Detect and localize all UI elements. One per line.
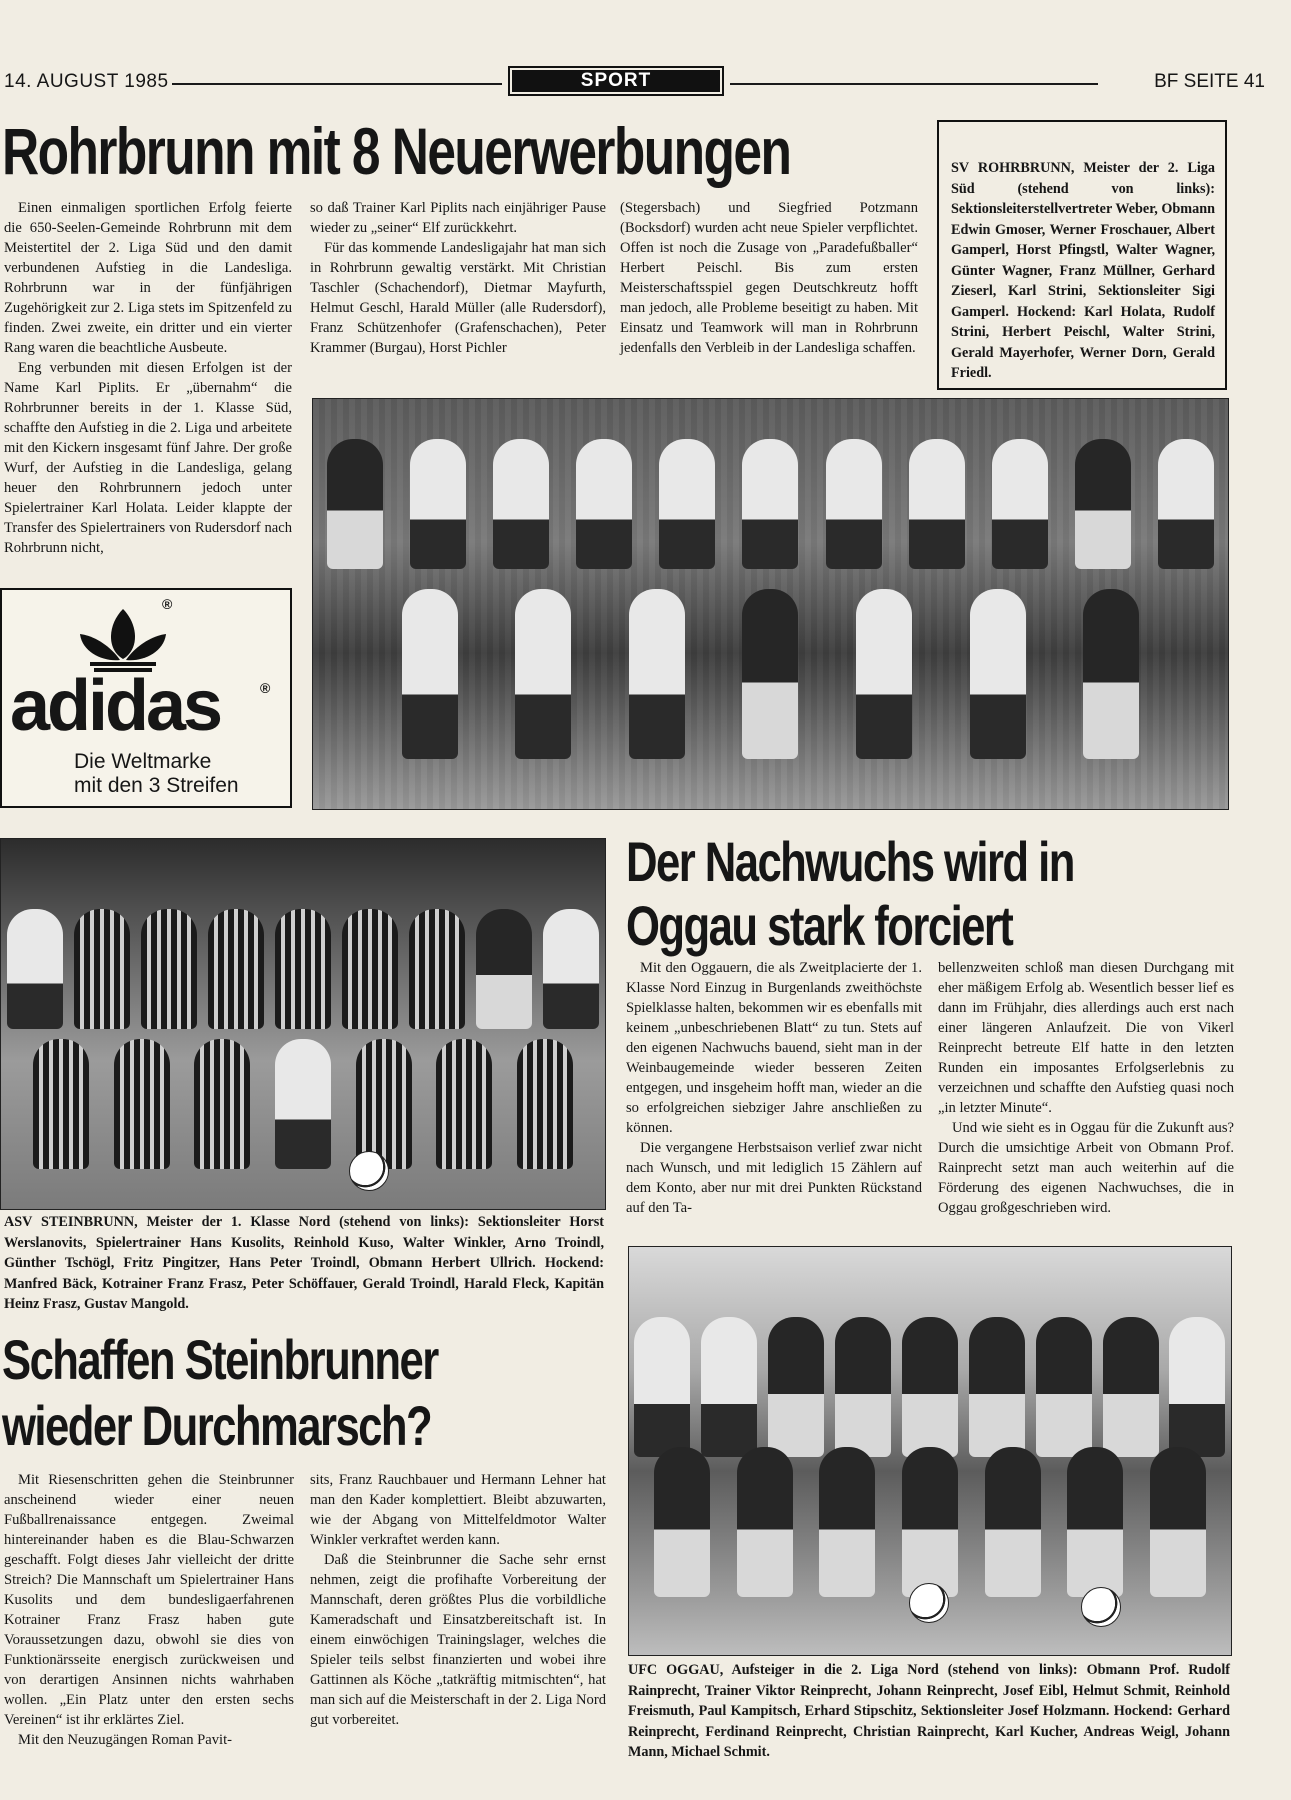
paragraph: Eng verbunden mit diesen Erfolgen ist der Name Karl Piplits. Er „übernahm“ die Rohrbrunner bereits in der 1. Klasse Süd, schaffte den Aufstieg in die 2. Liga und arbeitete mit den Kickern insgesamt fünf Jahre. Der große Wurf, der Aufstieg in die Landesliga, gelang heuer den Rohrbrunnern jedoch unter Spielertrainer Karl Holata. Leider klappte der Transfer des Spielertrainers von Rudersdorf nach Rohrbrunn nicht, xyxy=(4,360,292,556)
oggau-team-photo xyxy=(628,1246,1232,1656)
adidas-wordmark: adidas xyxy=(10,666,221,746)
article2-headline-line1: Schaffen Steinbrunner xyxy=(2,1328,438,1391)
steinbrunn-team-photo xyxy=(0,838,606,1210)
trefoil-logo-icon xyxy=(68,604,178,674)
paragraph: bellenzweiten schloß man diesen Durchgang mit eher mäßigem Erfolg ab. Wesentlich besser lief es dann im Frühjahr, dies allerdings auch erst nach einer längeren Anlaufzeit. Die von Vikerl Reinprecht betreute Elf hatte in den letzten Runden ein imposantes Erfolgserlebnis zu verzeichnen und schaffte den Aufstieg quasi noch „in letzter Minute“. xyxy=(938,960,1234,1116)
article3-column-2 xyxy=(938,958,1234,1218)
article2-caption: ASV STEINBRUNN, Meister der 1. Klasse Nord (stehend von links): Sektionsleiter Horst Werslanovits, Spielertrainer Hans Kusolits, Reinhold Kuso, Walter Winkler, Arno Troindl, Günther Tschögl, Fritz Pingitzer, Hans Peter Troindl, Obmann Herbert Ullrich. Hockend: Manfred Bäck, Kotrainer Franz Frasz, Peter Schöffauer, Gerald Troindl, Harald Fleck, Kapitän Heinz Frasz, Gustav Mangold. xyxy=(4,1214,604,1312)
article1-headline: Rohrbrunn mit 8 Neuerwerbungen xyxy=(2,114,791,188)
issue-date: 14. AUGUST 1985 xyxy=(4,71,169,92)
article1-column-3 xyxy=(620,198,918,358)
article3-headline-line1: Der Nachwuchs wird in xyxy=(626,830,1074,893)
photo-kneeling-row xyxy=(1,1039,605,1169)
paragraph: sits, Franz Rauchbauer und Hermann Lehner hat man den Kader komplettiert. Bleibt abzuwarten, wie der Abgang von Mittelfeldmotor Walter Winkler verkraftet werden kann. xyxy=(310,1472,606,1548)
photo-kneeling-row xyxy=(629,1447,1231,1597)
article2-column-2 xyxy=(310,1470,606,1730)
section-label: SPORT xyxy=(512,70,720,92)
paragraph: Und wie sieht es in Oggau für die Zukunft aus? Durch die umsichtige Arbeit von Obmann Prof. Rainprecht setzt man auch weiterhin auf die Förderung des eigenen Nachwuchses, die in Oggau großgeschrieben wird. xyxy=(938,1120,1234,1216)
paragraph: (Stegersbach) und Siegfried Potzmann (Bocksdorf) wurden acht neue Spieler verpflichtet. Offen ist noch die Zusage von „Paradefußballer“ Herbert Peischl. Bis zum ersten Meisterschaftsspiel gegen Deutschkreutz hofft man jedoch, alle Probleme beseitigt zu haben. Mit Einsatz und Teamwork will man in Rohrbrunn jedenfalls den Verbleib in der Landesliga schaffen. xyxy=(620,200,918,356)
page-header xyxy=(0,66,1291,100)
paragraph: Für das kommende Landesligajahr hat man sich in Rohrbrunn gewaltig verstärkt. Mit Christian Taschler (Schachendorf), Dietmar Mayfurth, Helmut Geschl, Harald Müller (alle Rudersdorf), Franz Schützenhofer (Grafenschachen), Peter Krammer (Burgau), Horst Pichler xyxy=(310,240,606,356)
article2-headline-line2: wieder Durchmarsch? xyxy=(2,1394,432,1457)
ad-tagline-line2: mit den 3 Streifen xyxy=(74,774,239,797)
rohrbrunn-team-photo xyxy=(312,398,1229,810)
football-icon xyxy=(1081,1587,1121,1627)
photo-kneeling-row xyxy=(313,589,1228,759)
article1-column-1 xyxy=(4,198,292,558)
paragraph: Die vergangene Herbstsaison verlief zwar nicht nach Wunsch, und mit lediglich 15 Zählern auf dem Konto, aber nur mit drei Punkten Rückstand auf den Ta- xyxy=(626,1140,922,1216)
paragraph: Daß die Steinbrunner die Sache sehr ernst nehmen, zeigt die profihafte Vorbereitung der Mannschaft, deren größtes Plus die vorbildliche Kameradschaft und Einsatzbereitschaft ist. In einem einwöchigen Trainingslager, welches die Spieler teils selbst finanzierten und wobei ihre Gattinnen als Köche „tatkräftig mitmischten“, hat man sich auf die Meisterschaft in der 2. Liga Nord gut vorbereitet. xyxy=(310,1552,606,1728)
section-badge xyxy=(508,66,724,96)
article1-caption: SV ROHRBRUNN, Meister der 2. Liga Süd (stehend von links): Sektionsleiterstellvertreter Weber, Obmann Edwin Gmoser, Werner Froschauer, Albert Gamperl, Horst Pfingstl, Walter Wagner, Günter Wagner, Franz Müllner, Gerhard Zieserl, Karl Strini, Sektionsleiter Sigi Gamperl. Hockend: Karl Holata, Rudolf Strini, Herbert Peischl, Walter Strini, Gerald Mayerhofer, Werner Dorn, Gerald Friedl. xyxy=(951,160,1215,381)
article1-column-2 xyxy=(310,198,606,358)
header-rule-left xyxy=(172,83,502,85)
paragraph: Einen einmaligen sportlichen Erfolg feierte die 650-Seelen-Gemeinde Rohrbrunn mit dem Meistertitel der 2. Liga Süd und den damit verbundenen Aufstieg in die Landesliga. Rohrbrunn war in der fünfjährigen Zugehörigkeit zur 2. Liga stets im Spitzenfeld zu finden. Zwei zweite, ein dritter und ein vierter Rang waren die beachtliche Ausbeute. xyxy=(4,200,292,356)
adidas-advertisement xyxy=(0,588,292,808)
article3-headline-line2: Oggau stark forciert xyxy=(626,894,1013,957)
header-rule-right xyxy=(730,83,1098,85)
photo-standing-row xyxy=(629,1317,1231,1457)
ad-tagline xyxy=(74,750,239,798)
football-icon xyxy=(909,1583,949,1623)
photo-standing-row xyxy=(1,909,605,1029)
article1-caption-box xyxy=(937,120,1227,390)
registered-mark-icon: ® xyxy=(260,680,271,696)
paragraph: Mit den Neuzugängen Roman Pavit- xyxy=(18,1732,232,1748)
registered-mark-icon: ® xyxy=(162,596,173,612)
ad-tagline-line1: Die Weltmarke xyxy=(74,750,212,773)
photo-standing-row xyxy=(313,439,1228,569)
paragraph: so daß Trainer Karl Piplits nach einjähriger Pause wieder zu „seiner“ Elf zurückkehrt. xyxy=(310,200,606,236)
article2-column-1 xyxy=(4,1470,294,1750)
article3-caption: UFC OGGAU, Aufsteiger in die 2. Liga Nord (stehend von links): Obmann Prof. Rudolf Rainprecht, Trainer Viktor Reinprecht, Johann Reinprecht, Josef Eibl, Helmut Schmit, Reinhold Freismuth, Paul Kampitsch, Erhard Stipschitz, Sektionsleiter Josef Holzmann. Hockend: Gerhard Reinprecht, Ferdinand Reinprecht, Christian Rainprecht, Karl Kucher, Andreas Weigl, Johann Mann, Michael Schmit. xyxy=(628,1662,1230,1760)
football-icon xyxy=(349,1151,389,1191)
paragraph: Mit Riesenschritten gehen die Steinbrunner anscheinend wieder einer neuen Fußballrenaissance entgegen. Zweimal hintereinander haben es die Blau-Schwarzen geschafft. Folgt dieses Jahr vielleicht der dritte Streich? Die Mannschaft um Spielertrainer Hans Kusolits und dem bundesligaerfahrenen Kotrainer Franz Frasz haben gute Voraussetzungen dazu, obwohl sie dies von Funktionärsseite energisch zurückweisen und von derartigen Ansinnen nichts wahrhaben wollen. „Ein Platz unter den ersten sechs Vereinen“ ist ihr erklärtes Ziel. xyxy=(4,1472,294,1728)
article3-column-1 xyxy=(626,958,922,1218)
paragraph: Mit den Oggauern, die als Zweitplacierte der 1. Klasse Nord Einzug in Burgenlands zweithöchste Spielklasse halten, bekommen wir es ebenfalls mit keinem „unbeschriebenen Blatt“ zu tun. Stets auf den eigenen Nachwuchs bauend, sieht man in der Weinbaugemeinde wieder besseren Zeiten entgegen, und insgeheim hofft man, wieder an die so erfolgreichen siebziger Jahre anschließen zu können. xyxy=(626,960,922,1136)
page-number: BF SEITE 41 xyxy=(1154,71,1265,92)
